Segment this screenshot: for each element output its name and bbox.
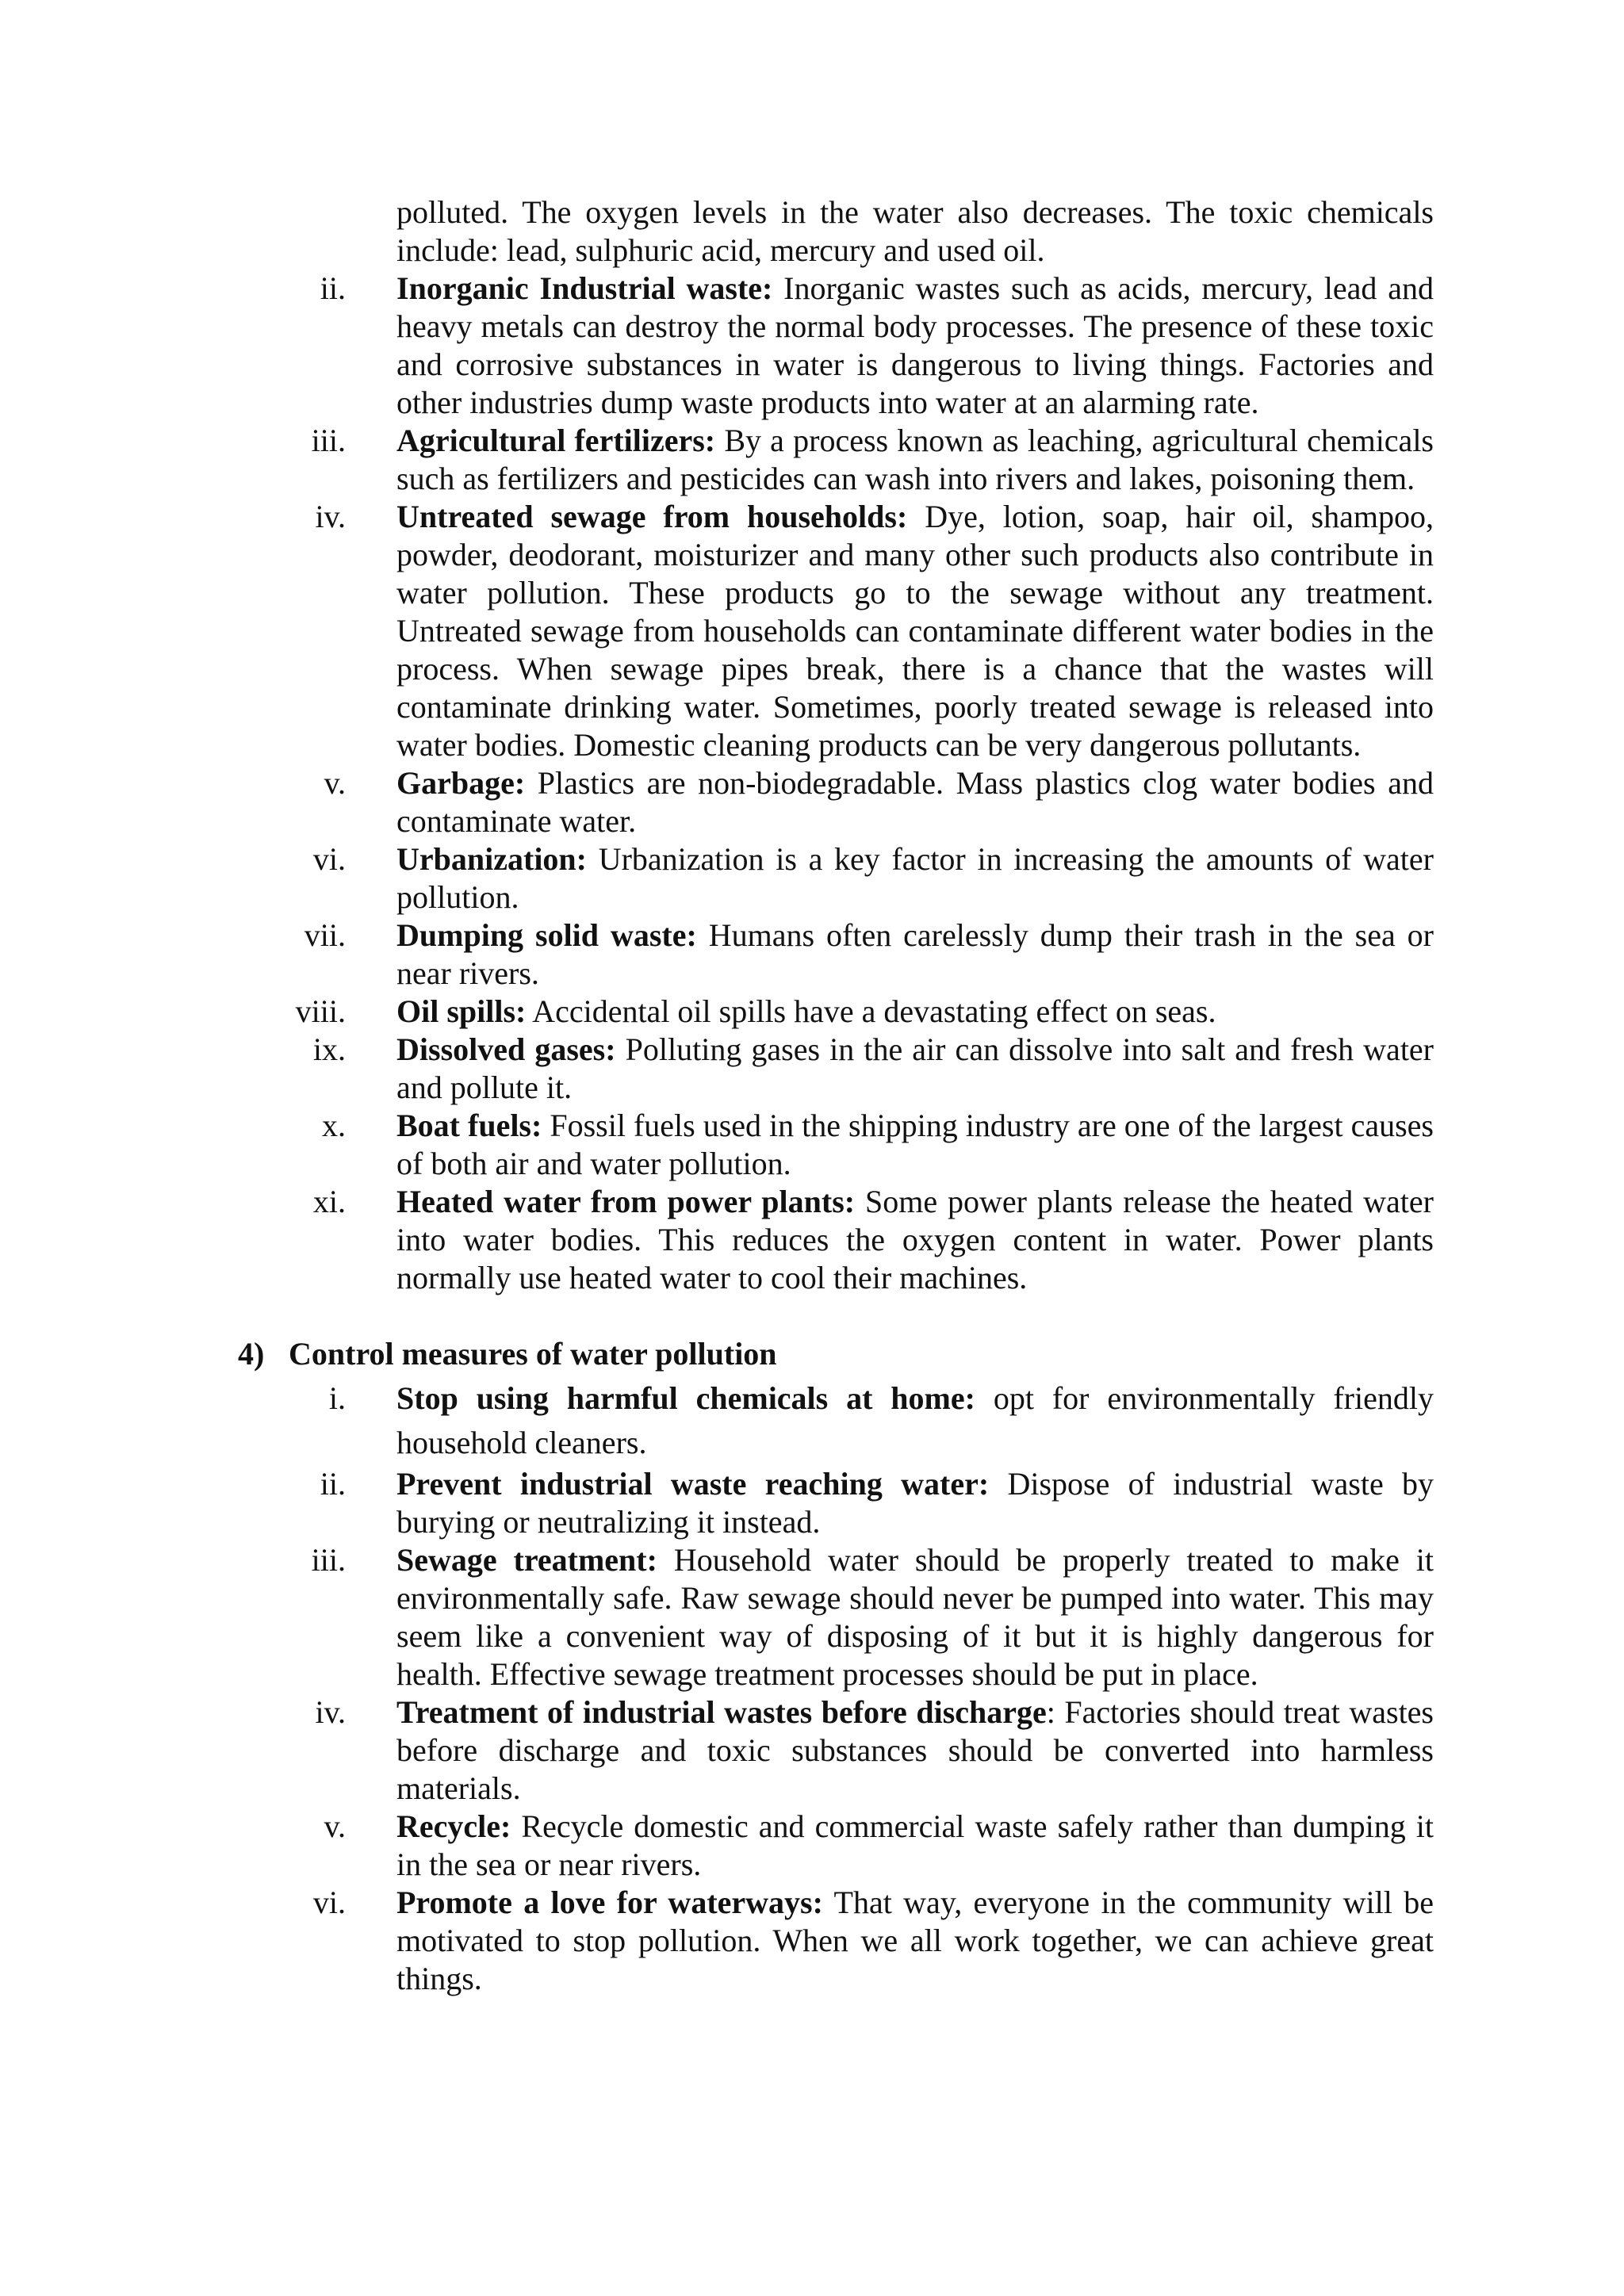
list-item-text: Inorganic wastes such as acids, mercury, lead and heavy metals can destroy the normal body processes. The presence of these toxic and corrosive substances in water is dangerous to living things. Factories and other industries dump waste products into water at an alarming rate. [396, 270, 1434, 420]
list-item [328, 1376, 1434, 1465]
list-item-number: iii. [311, 423, 346, 458]
list-item-term: Dumping solid waste: [396, 917, 697, 953]
list-item-number: vi. [312, 1885, 346, 1920]
list-item-term: Promote a love for waterways: [396, 1885, 823, 1920]
list-item-text: Dye, lotion, soap, hair oil, shampoo, powder, deodorant, moisturizer and many other such products also contribute in water pollution. These products go to the sewage without any treatment. Untreated sewage from households can contaminate different water bodies in the process. When sewage pipes break, there is a chance that the wastes will contaminate drinking water. Sometimes, poorly treated sewage is released into water bodies. Domestic cleaning products can be very dangerous pollutants. [396, 499, 1434, 763]
section-number: 4) [238, 1336, 265, 1372]
continuation-paragraph: polluted. The oxygen levels in the water also decreases. The toxic chemicals include: lead, sulphuric acid, mercury and used oil. [396, 194, 1434, 268]
list-item-term: Urbanization: [396, 841, 587, 877]
section-title: Control measures of water pollution [289, 1336, 777, 1372]
list-item-text: Accidental oil spills have a devastating effect on seas. [526, 993, 1216, 1029]
list-item [312, 1183, 1434, 1297]
list-item [312, 1031, 1434, 1107]
list-item-text: : Factories should treat wastes before discharge and toxic substances should be converted into harmless materials. [396, 1694, 1434, 1806]
list-item [324, 764, 1434, 840]
list-item-number: ii. [320, 270, 346, 306]
list-item-text: Recycle domestic and commercial waste safely rather than dumping it in the sea or near rivers. [396, 1808, 1434, 1882]
list-item-term: Dissolved gases: [396, 1031, 616, 1067]
list-item-number: ii. [320, 1466, 346, 1502]
list-item-number: i. [328, 1380, 346, 1416]
list-item-text: opt for environmentally friendly household cleaners. [396, 1380, 1434, 1460]
list-item-term: Agricultural fertilizers: [396, 423, 716, 458]
list-item-number: ix. [312, 1031, 346, 1067]
list-item-number: iii. [311, 1542, 346, 1578]
list-item-number: x. [322, 1108, 346, 1143]
list-item-term: Prevent industrial waste reaching water: [396, 1466, 990, 1502]
list-item-number: xi. [312, 1184, 346, 1219]
list-item-term: Oil spills: [396, 993, 527, 1029]
list-item-text: Fossil fuels used in the shipping industry are one of the largest causes of both air and water pollution. [396, 1108, 1434, 1181]
list-item-number: iv. [315, 1694, 346, 1730]
list-item-term: Recycle: [396, 1808, 511, 1844]
list-item-text: Plastics are non-biodegradable. Mass plastics clog water bodies and contaminate water. [396, 765, 1434, 839]
list-item-number: v. [324, 1808, 346, 1844]
list-item-term: Inorganic Industrial waste: [396, 270, 773, 306]
list-item-term: Heated water from power plants: [396, 1184, 856, 1219]
list-item [304, 916, 1434, 993]
list-item [315, 498, 1434, 764]
list-item [320, 270, 1434, 422]
list-item-term: Untreated sewage from households: [396, 499, 908, 534]
document-content [238, 193, 1434, 1998]
list-item-number: iv. [315, 499, 346, 534]
list-item-text: Humans often carelessly dump their trash in the sea or near rivers. [396, 917, 1434, 991]
list-item [311, 422, 1434, 498]
list-item-number: viii. [295, 993, 346, 1029]
list-item [324, 1808, 1434, 1884]
section-heading [238, 1335, 1434, 1373]
list-item-term: Boat fuels: [396, 1108, 542, 1143]
list-item [312, 840, 1434, 916]
list-item-text: By a process known as leaching, agricultural chemicals such as fertilizers and pesticides can wash into rivers and lakes, poisoning them. [396, 423, 1434, 496]
list-item-term: Treatment of industrial wastes before discharge [396, 1694, 1047, 1730]
list-item [295, 993, 1434, 1031]
list-item [320, 1465, 1434, 1541]
causes-list [238, 270, 1434, 1297]
list-item-number: vii. [304, 917, 346, 953]
list-item-term: Garbage: [396, 765, 526, 801]
list-item-text: That way, everyone in the community will be motivated to stop pollution. When we all work together, we can achieve great things. [396, 1885, 1434, 1996]
list-item-text: Urbanization is a key factor in increasing the amounts of water pollution. [396, 841, 1434, 915]
list-item-text: Dispose of industrial waste by burying or neutralizing it instead. [396, 1466, 1434, 1540]
list-item-text: Some power plants release the heated water into water bodies. This reduces the oxygen content in water. Power plants normally use heated water to cool their machines. [396, 1184, 1434, 1295]
list-item-number: v. [324, 765, 346, 801]
measures-list [238, 1376, 1434, 1998]
list-item [312, 1884, 1434, 1998]
list-item-text: Polluting gases in the air can dissolve into salt and fresh water and pollute it. [396, 1031, 1434, 1105]
list-item [311, 1541, 1434, 1693]
list-item [322, 1107, 1434, 1183]
list-item-number: vi. [312, 841, 346, 877]
list-item [315, 1693, 1434, 1808]
list-item-term: Sewage treatment: [396, 1542, 657, 1578]
list-item-text: Household water should be properly treated to make it environmentally safe. Raw sewage should never be pumped into water. This may seem like a convenient way of disposing of it but it is highly dangerous for health. Effective sewage treatment processes should be put in place. [396, 1542, 1434, 1692]
list-item-term: Stop using harmful chemicals at home: [396, 1380, 975, 1416]
